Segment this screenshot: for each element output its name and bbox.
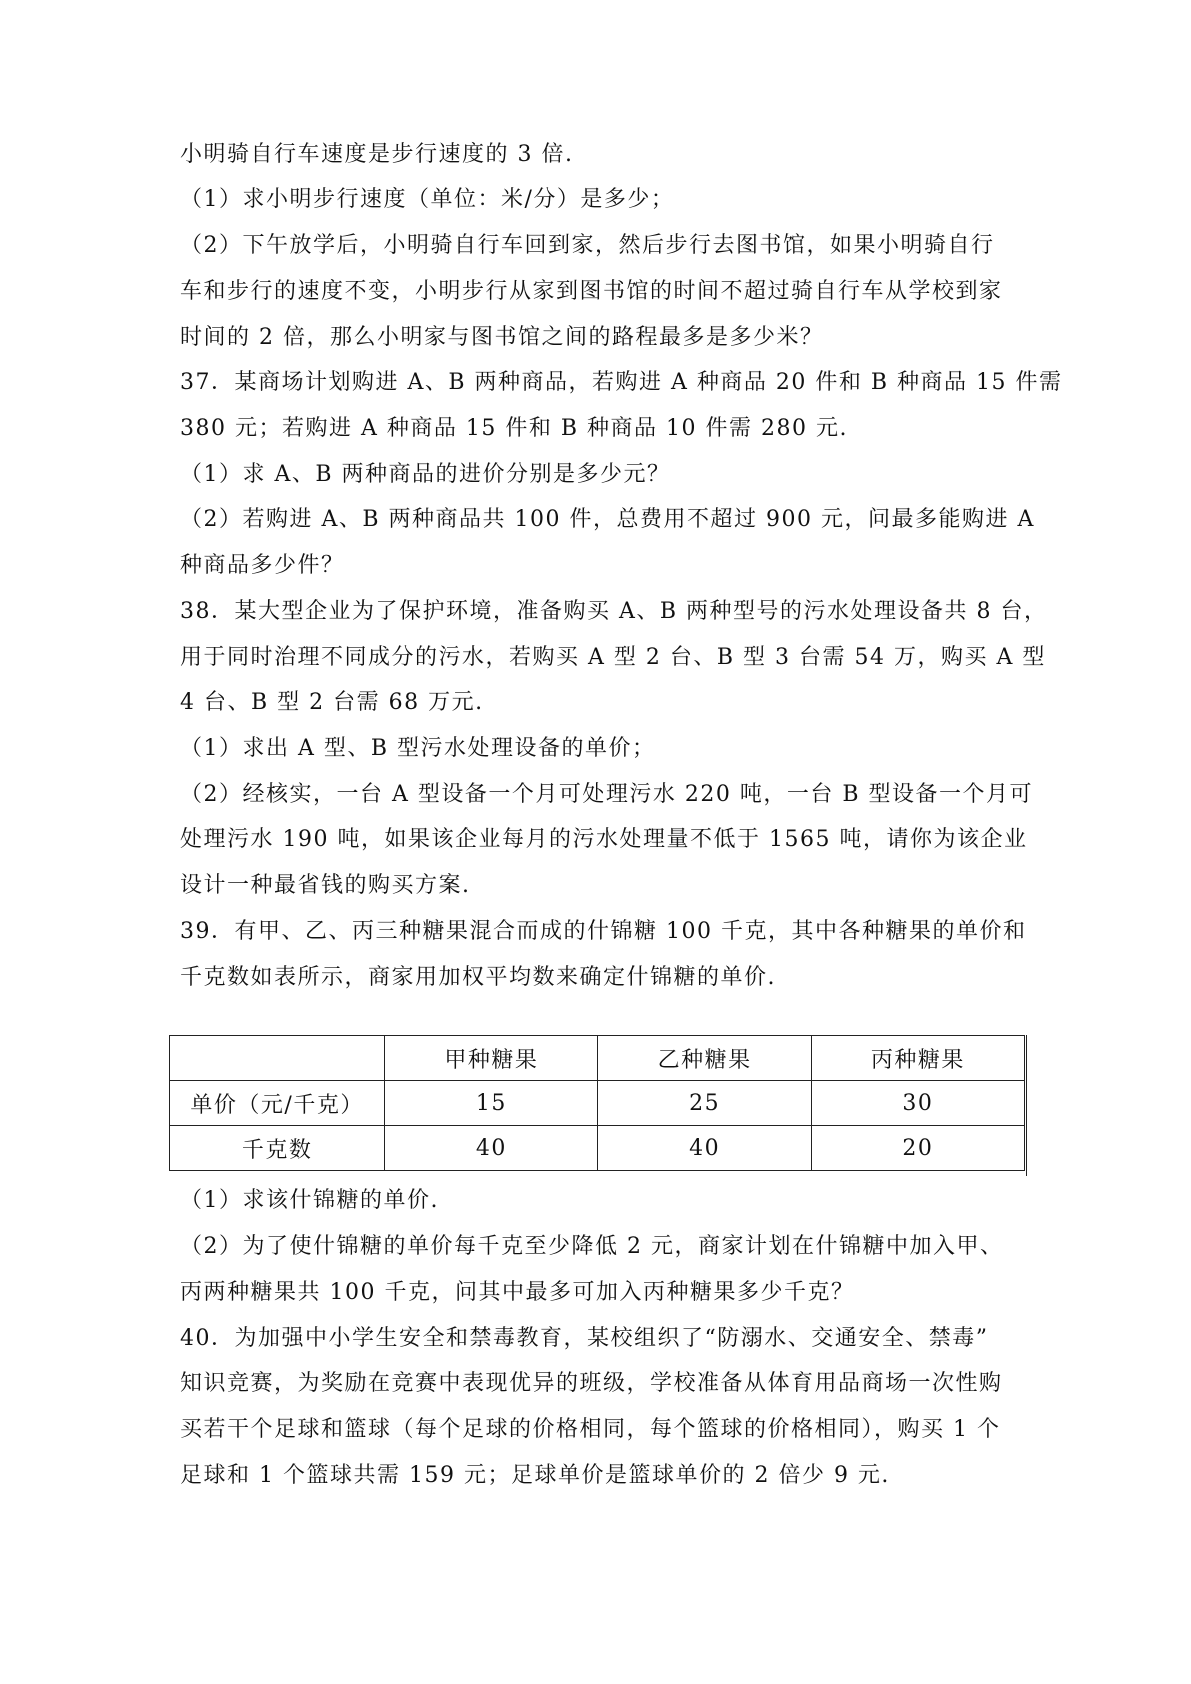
text-line: 380 元；若购进 A 种商品 15 件和 B 种商品 10 件需 280 元. [180, 416, 848, 441]
text-line: （1）求出 A 型、B 型污水处理设备的单价； [180, 736, 656, 761]
text-line: 丙两种糖果共 100 千克，问其中最多可加入丙种糖果多少千克？ [180, 1280, 855, 1305]
table-header-cell: 乙种糖果 [598, 1036, 811, 1081]
table-cell: 40 [385, 1126, 598, 1171]
text-line: 4 台、B 型 2 台需 68 万元. [180, 690, 484, 715]
table-cell: 单价（元/千克） [170, 1081, 385, 1126]
candy-price-table [169, 1035, 1025, 1171]
text-line: 千克数如表所示，商家用加权平均数来确定什锦糖的单价. [180, 965, 776, 990]
table-header-cell: 丙种糖果 [811, 1036, 1024, 1081]
text-line: 设计一种最省钱的购买方案. [180, 873, 471, 898]
text-line: （2）经核实，一台 A 型设备一个月可处理污水 220 吨，一台 B 型设备一个月可 [180, 782, 1034, 807]
table-cell: 25 [598, 1081, 811, 1126]
text-line: 处理污水 190 吨，如果该企业每月的污水处理量不低于 1565 吨，请你为该企业 [180, 827, 1028, 852]
text-line: 知识竞赛，为奖励在竞赛中表现优异的班级，学校准备从体育用品商场一次性购 [180, 1371, 1003, 1396]
table-cell: 20 [811, 1126, 1024, 1171]
text-line: （1）求该什锦糖的单价. [180, 1188, 439, 1213]
text-line: （2）若购进 A、B 两种商品共 100 件，总费用不超过 900 元，问最多能购进 A [180, 507, 1035, 532]
text-line: 用于同时治理不同成分的污水，若购买 A 型 2 台、B 型 3 台需 54 万，购买 A 型 [180, 645, 1046, 670]
question-38: 38．某大型企业为了保护环境，准备购买 A、B 两种型号的污水处理设备共 8 台， [180, 599, 1048, 624]
table-cell: 30 [811, 1081, 1024, 1126]
table-header-cell: 甲种糖果 [385, 1036, 598, 1081]
text-line: 种商品多少件？ [180, 553, 345, 578]
text-line: （2）下午放学后，小明骑自行车回到家，然后步行去图书馆，如果小明骑自行 [180, 233, 995, 258]
table-header-row [170, 1036, 1025, 1081]
text-line: （1）求 A、B 两种商品的进价分别是多少元？ [180, 462, 671, 487]
text-line: （1）求小明步行速度（单位：米/分）是多少； [180, 187, 675, 212]
table-cell: 千克数 [170, 1126, 385, 1171]
text-line: 足球和 1 个篮球共需 159 元；足球单价是篮球单价的 2 倍少 9 元. [180, 1463, 890, 1488]
text-line: 小明骑自行车速度是步行速度的 3 倍. [180, 142, 574, 167]
table-cell: 15 [385, 1081, 598, 1126]
question-40: 40．为加强中小学生安全和禁毒教育，某校组织了“防溺水、交通安全、禁毒” [180, 1326, 989, 1351]
question-39: 39．有甲、乙、丙三种糖果混合而成的什锦糖 100 千克，其中各种糖果的单价和 [180, 919, 1027, 944]
table-row [170, 1081, 1025, 1126]
table-row [170, 1126, 1025, 1171]
text-line: 时间的 2 倍，那么小明家与图书馆之间的路程最多是多少米？ [180, 325, 824, 350]
table-double-border [1026, 1035, 1030, 1176]
table-header-cell [170, 1036, 385, 1081]
table-cell: 40 [598, 1126, 811, 1171]
text-line: 买若干个足球和篮球（每个足球的价格相同，每个篮球的价格相同），购买 1 个 [180, 1417, 1001, 1442]
text-line: （2）为了使什锦糖的单价每千克至少降低 2 元，商家计划在什锦糖中加入甲、 [180, 1234, 1004, 1259]
question-37: 37．某商场计划购进 A、B 两种商品，若购进 A 种商品 20 件和 B 种商品 15 件需 [180, 370, 1063, 395]
text-line: 车和步行的速度不变，小明步行从家到图书馆的时间不超过骑自行车从学校到家 [180, 279, 1003, 304]
